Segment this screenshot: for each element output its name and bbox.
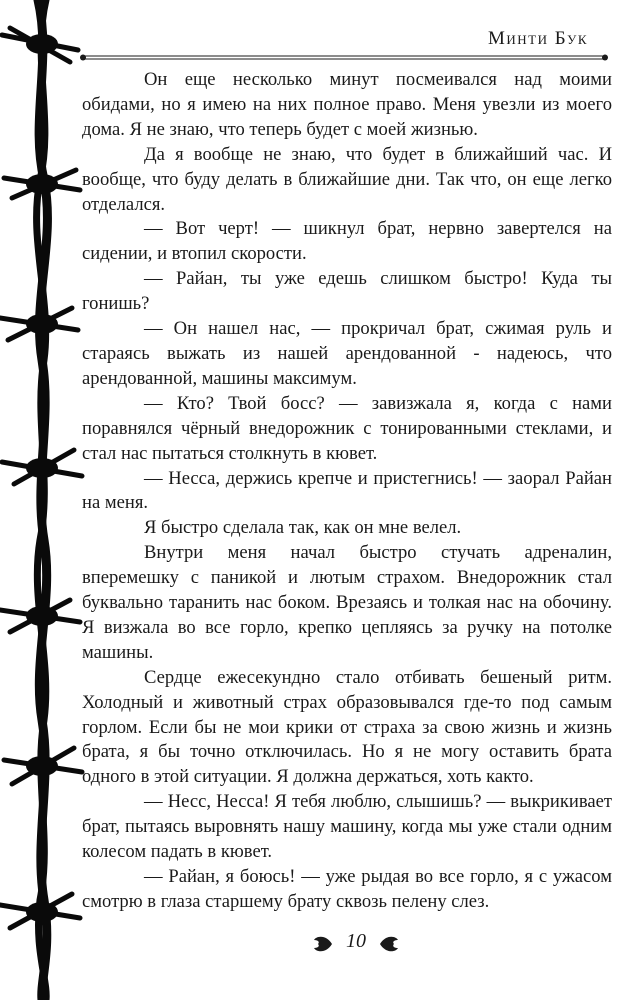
paragraph: — Несса, держись крепче и пристегнись! — заорал Райан на меня. (82, 467, 612, 514)
barbed-wire-border (0, 0, 95, 1000)
paragraph: — Он нашел нас, — прокричал брат, сжимая руль и стараясь выжать из нашей арендованной - надеюсь, что арендованной, машины максимум. (82, 318, 612, 389)
book-text (82, 68, 612, 915)
paragraph: Внутри меня начал быстро стучать адреналин, вперемешку с паникой и лютым страхом. Внедорожник стал буквально таранить нас боком. Врезаясь и толкая нас на обочину. Я визжала во все горло, крепко цепляясь за ручку на потолке машины. (82, 542, 612, 663)
paragraph: — Несс, Несса! Я тебя люблю, слышишь? — выкрикивает брат, пытаясь выровнять нашу машину, когда мы уже стали одним колесом падать в кювет. (82, 791, 612, 863)
paragraph: Да я вообще не знаю, что будет в ближайший час. И вообще, что буду делать в ближайшие дни. Так что, он еще легко отделался. (82, 143, 612, 215)
running-header (80, 28, 608, 64)
header-rule (80, 54, 608, 62)
paragraph: Сердце ежесекундно стало отбивать бешеный ритм. Холодный и животный страх образовывался где-то под самым горлом. Если бы не мои крики от страха за свою жизнь и жизнь брата, я бы точно отключилась. Но я не могу оставить брата одного в этой ситуации. Я должна держаться, хоть както. (82, 666, 612, 788)
leaf-ornament-icon (378, 934, 400, 954)
paragraph: Он еще несколько минут посмеивался над моими обидами, но я имею на них полное право. Меня увезли из моего дома. Я не знаю, что теперь будет с моей жизнью. (82, 69, 612, 140)
paragraph: — Райан, ты уже едешь слишком быстро! Куда ты гонишь? (82, 268, 612, 315)
leaf-ornament-icon (312, 934, 334, 954)
paragraph: Я быстро сделала так, как он мне велел. (144, 517, 462, 539)
author-name: Минти Бук (487, 28, 588, 49)
page-number: 10 (346, 930, 366, 952)
page-footer (0, 930, 622, 960)
paragraph: — Райан, я боюсь! — уже рыдая во все горло, я с ужасом смотрю в глаза старшему брату сквозь пелену слез. (82, 866, 612, 912)
paragraph: — Вот черт! — шикнул брат, нервно завертелся на сидении, и втопил скорости. (82, 218, 612, 265)
paragraph: — Кто? Твой босс? — завизжала я, когда с нами поравнялся чёрный внедорожник с тонированными стеклами, и стал нас пытаться столкнуть в кювет. (82, 392, 612, 464)
